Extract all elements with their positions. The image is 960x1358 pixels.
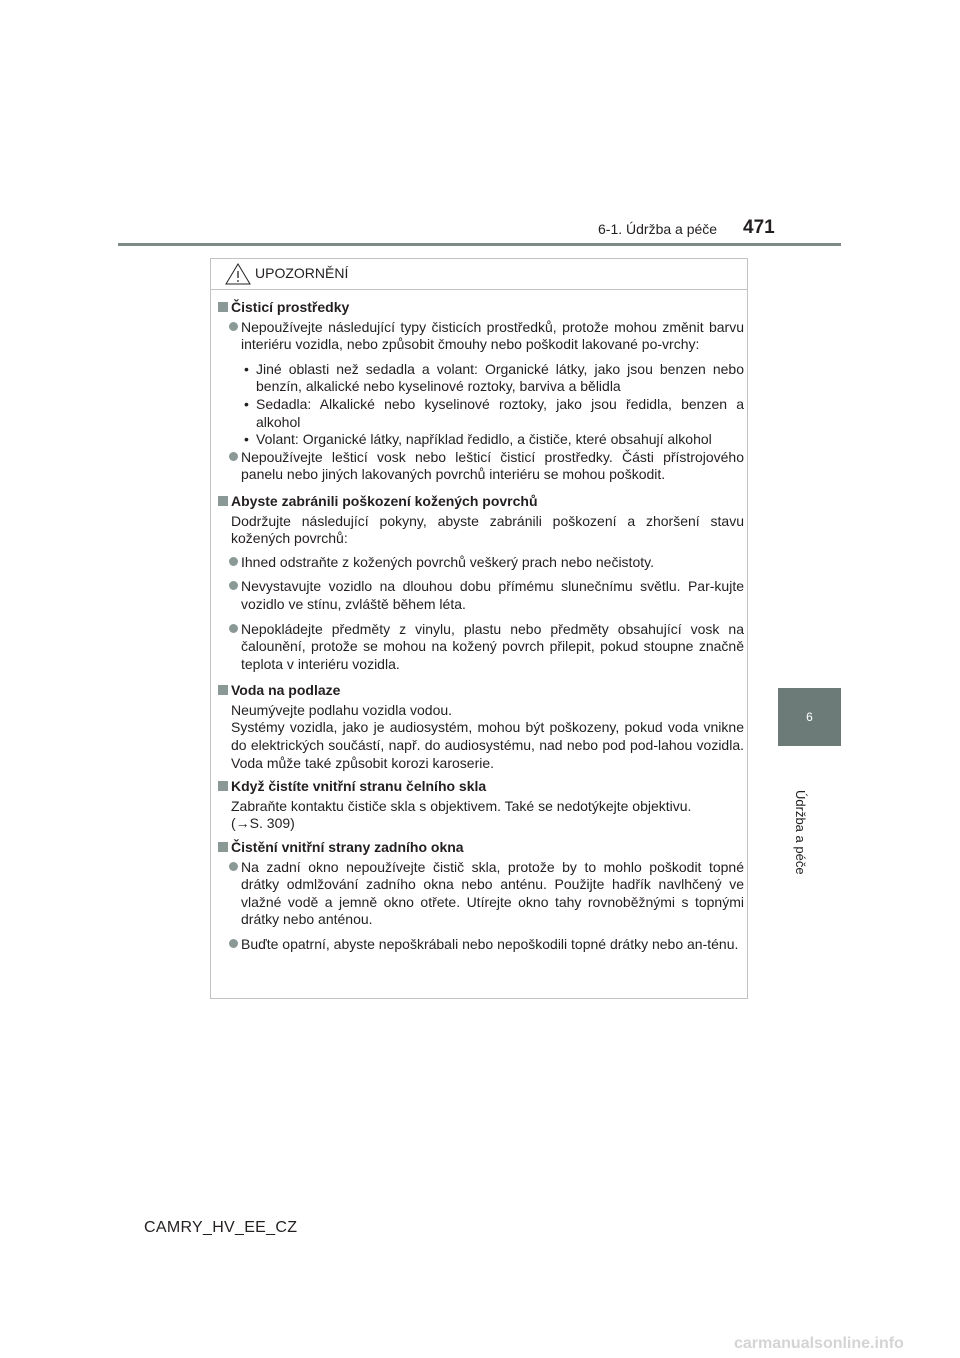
round-bullet-icon	[229, 939, 238, 948]
square-bullet-icon	[218, 302, 228, 312]
round-bullet-icon	[229, 624, 238, 633]
round-bullet-icon	[229, 322, 238, 331]
square-bullet-icon	[218, 496, 228, 506]
paragraph: Dodržujte následující pokyny, abyste zabránili poškození a zhoršení stavu kožených povrchů:	[231, 512, 744, 547]
warning-content	[216, 299, 744, 957]
sub-item: • Volant: Organické látky, například ředidlo, a čističe, které obsahují alkohol	[244, 431, 712, 448]
bullet-item: Nepoužívejte následující typy čisticích prostředků, protože mohou změnit barvu interiéru vozidla, nebo způsobit čmouhy nebo poškodit lakované po-vrchy:	[216, 319, 744, 354]
round-bullet-icon	[229, 452, 238, 461]
square-bullet-icon	[218, 842, 228, 852]
section-heading: Voda na podlaze	[216, 682, 744, 700]
bullet-item: Ihned odstraňte z kožených povrchů veškerý prach nebo nečistoty.	[216, 554, 744, 572]
bullet-item: Nevystavujte vozidlo na dlouhou dobu přímému slunečnímu světlu. Par-kujte vozidlo ve stínu, zvláště během léta.	[216, 578, 744, 613]
paragraph: Systémy vozidla, jako je audiosystém, mohou být poškozeny, pokud voda vnikne do elektrických součástí, např. do audiosystému, nad nebo pod pod-lahou vozidla. Voda může také způsobit korozi karoserie.	[231, 719, 744, 771]
sub-item: • Sedadla: Alkalické nebo kyselinové roztoky, jako jsou ředidla, benzen a alkohol	[244, 395, 744, 430]
bullet-item: Nepokládejte předměty z vinylu, plastu nebo předměty obsahující vosk na čalounění, protože se mohou na kožený povrch přilepit, pokud stoupne značně teplota v interiéru vozidla.	[216, 621, 744, 674]
warning-title: UPOZORNĚNÍ	[255, 265, 349, 281]
square-bullet-icon	[218, 685, 228, 695]
section-heading: Čisticí prostředky	[216, 299, 744, 317]
header-section-title: 6-1. Údržba a péče	[598, 221, 718, 237]
document-code: CAMRY_HV_EE_CZ	[144, 1219, 298, 1236]
paragraph: Neumývejte podlahu vozidla vodou.	[231, 701, 453, 718]
chapter-tab: 6	[778, 688, 841, 746]
round-bullet-icon	[229, 862, 238, 871]
warning-triangle-icon	[225, 263, 251, 285]
bullet-item: Na zadní okno nepoužívejte čistič skla, protože by to mohlo poškodit topné drátky odmlžování zadního okna nebo anténu. Použijte hadřík navlhčený ve vlažné vodě a jemně okno otřete. Utírejte okno tahy rovnoběžnými s topnými drátky nebo anténou.	[216, 859, 744, 929]
header-divider	[118, 243, 841, 246]
bullet-item: Nepoužívejte lešticí vosk nebo lešticí čisticí prostředky. Části přístrojového panelu nebo jiných lakovaných povrchů interiéru se mohou poškodit.	[216, 449, 744, 484]
section-heading: Když čistíte vnitřní stranu čelního skla	[216, 778, 744, 796]
bullet-item: Buďte opatrní, abyste nepoškrábali nebo nepoškodili topné drátky nebo an-ténu.	[216, 936, 744, 954]
watermark: carmanualsonline.info	[734, 1335, 904, 1352]
page-number: 471	[743, 217, 775, 238]
square-bullet-icon	[218, 781, 228, 791]
chapter-tab-label: Údržba a péče	[793, 790, 808, 875]
warning-header	[211, 259, 747, 290]
page-reference: (→S. 309)	[231, 815, 295, 832]
section-heading: Abyste zabránili poškození kožených povrchů	[216, 493, 744, 511]
round-bullet-icon	[229, 557, 238, 566]
section-heading: Čistění vnitřní strany zadního okna	[216, 839, 744, 857]
warning-box	[210, 258, 748, 999]
paragraph: Zabraňte kontaktu čističe skla s objektivem. Také se nedotýkejte objektivu.	[231, 797, 692, 814]
sub-item: • Jiné oblasti než sedadla a volant: Organické látky, jako jsou benzen nebo benzín, alkalické nebo kyselinové roztoky, barviva a bělidla	[244, 360, 744, 395]
round-bullet-icon	[229, 581, 238, 590]
